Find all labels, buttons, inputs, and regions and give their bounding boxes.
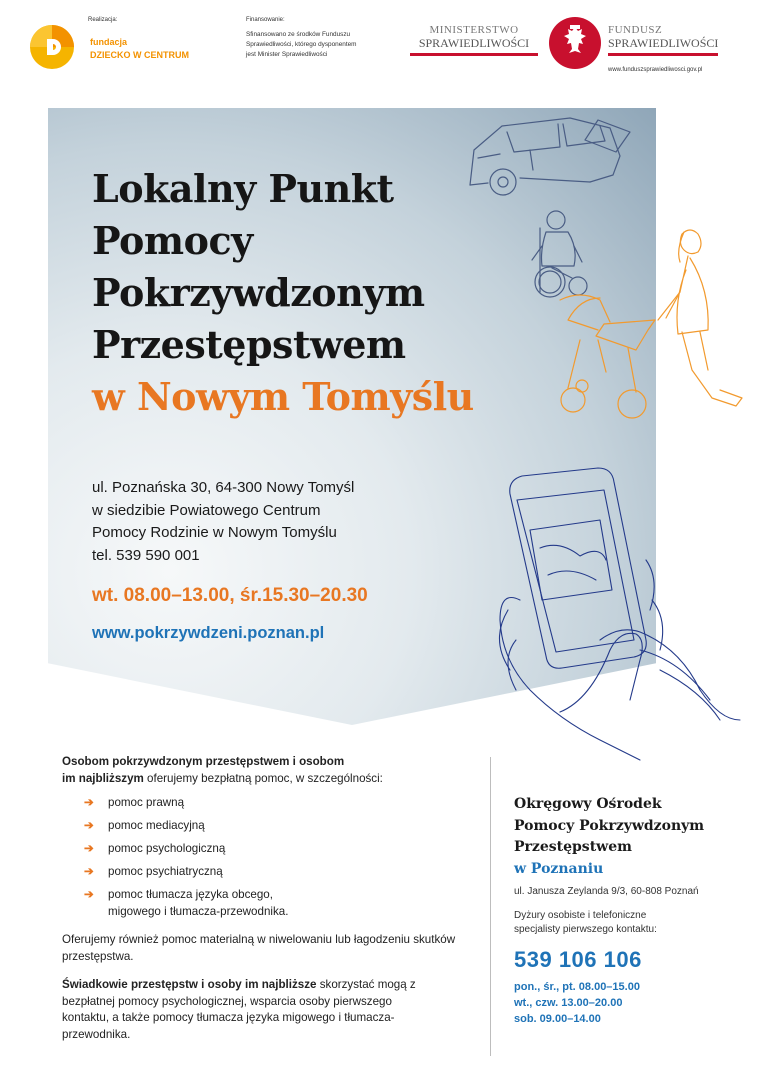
offer-list — [62, 795, 482, 920]
hero-title — [92, 163, 474, 423]
ministry-red-line — [410, 53, 538, 56]
fund-logo — [608, 24, 718, 56]
district-duty-text: Dyżury osobiste i telefoniczne specjalisty pierwszego kontaktu: — [514, 910, 657, 935]
district-center-section — [514, 794, 749, 1027]
arrow-right-icon: ➔ — [84, 888, 94, 901]
arrow-right-icon: ➔ — [84, 842, 94, 855]
phone-line[interactable]: tel. 539 590 001 — [92, 546, 200, 564]
arrow-right-icon: ➔ — [84, 796, 94, 809]
arrow-right-icon: ➔ — [84, 819, 94, 832]
list-item — [62, 864, 482, 881]
material-help-text: Oferujemy również pomoc materialną w niwelowaniu lub łagodzeniu skutków przestępstwa. — [62, 933, 456, 963]
finansowanie-label: Finansowanie: — [246, 17, 285, 23]
fund-line1: FUNDUSZ — [608, 24, 663, 36]
realizacja-label: Realizacja: — [88, 17, 118, 23]
ministry-logo — [410, 24, 538, 56]
list-item-text: pomoc prawną — [108, 796, 185, 809]
list-item — [62, 795, 482, 812]
hero-title-line: Lokalny Punkt — [92, 166, 394, 211]
witnesses-text — [62, 977, 442, 1043]
offer-section — [62, 754, 482, 1043]
funding-text — [246, 30, 356, 60]
address-line: ul. Poznańska 30, 64-300 Nowy Tomyśl — [92, 479, 355, 496]
website-link[interactable]: www.pokrzywdzeni.poznan.pl — [92, 624, 325, 642]
list-item — [62, 841, 482, 858]
district-title-line: Pomocy Pokrzywdzonym — [514, 817, 705, 834]
fund-url[interactable]: www.funduszsprawiedliwosci.gov.pl — [608, 67, 703, 73]
address-line: w siedzibie Powiatowego Centrum — [92, 501, 321, 519]
fund-line2: SPRAWIEDLIWOŚCI — [608, 36, 719, 50]
opening-hours: wt. 08.00–13.00, śr.15.30–20.30 — [92, 585, 368, 606]
schedule-line: pon., śr., pt. 08.00–15.00 — [514, 981, 640, 993]
schedule-line: wt., czw. 13.00–20.00 — [514, 997, 623, 1009]
schedule-line: sob. 09.00–14.00 — [514, 1013, 601, 1025]
foundation-line2: DZIECKO W CENTRUM — [90, 50, 189, 60]
list-item-text: pomoc psychologiczną — [108, 842, 226, 855]
hero-title-line: Pomocy — [92, 218, 253, 263]
offer-intro — [62, 754, 482, 787]
local-point-address — [92, 477, 354, 567]
list-item-text: pomoc tłumacza języka obcego, migowego i tłumacza-przewodnika. — [108, 888, 289, 918]
witnesses-rest: skorzystać mogą z bezpłatnej pomocy psychologicznej, wsparcia osoby pierwszego kontaktu, a także pomocy tłumacza języka migowego i tłumacza-przewodnika. — [62, 978, 416, 1041]
offer-intro-bold: Osobom pokrzywdzonym przestępstwem i osobom — [62, 755, 345, 768]
district-title — [514, 794, 749, 859]
district-address: ul. Janusza Zeylanda 9/3, 60-808 Poznań — [514, 886, 699, 897]
address-line: Pomocy Rodzinie w Nowym Tomyślu — [92, 524, 337, 541]
arrow-right-icon: ➔ — [84, 865, 94, 878]
dziecko-w-centrum-logo — [28, 23, 76, 71]
district-city: w Poznaniu — [514, 860, 604, 877]
witnesses-bold: Świadkowie przestępstw i osoby im najbliższe — [62, 978, 317, 991]
district-schedule — [514, 979, 749, 1027]
district-phone[interactable]: 539 106 106 — [514, 947, 642, 972]
column-divider — [490, 757, 491, 1056]
list-item-text: pomoc psychiatryczną — [108, 865, 223, 878]
hero-title-line: Przestępstwem — [92, 322, 406, 367]
list-item-text: pomoc mediacyjną — [108, 819, 205, 832]
foundation-name — [90, 36, 189, 62]
hero-title-city: w Nowym Tomyślu — [92, 374, 474, 419]
district-title-line: Okręgowy Ośrodek — [514, 796, 662, 812]
list-item — [62, 887, 318, 920]
offer-intro-bold: im najbliższym — [62, 771, 144, 785]
fund-red-line — [608, 53, 718, 56]
district-title-line: Przestępstwem — [514, 839, 632, 855]
funding-line: jest Minister Sprawiedliwości — [246, 51, 328, 58]
funding-line: Sfinansowano ze środków Funduszu — [246, 31, 351, 38]
ministry-line2: SPRAWIEDLIWOŚCI — [418, 36, 530, 50]
funding-line: Sprawiedliwości, którego dysponentem — [246, 41, 357, 48]
offer-intro-text: oferujemy bezpłatną pomoc, w szczególności: — [143, 771, 383, 785]
list-item — [62, 818, 482, 835]
polish-eagle-emblem — [548, 16, 602, 70]
ministry-line1: MINISTERSTWO — [429, 24, 519, 36]
foundation-line1: fundacja — [90, 37, 128, 47]
hero-title-line: Pokrzywdzonym — [92, 270, 425, 315]
